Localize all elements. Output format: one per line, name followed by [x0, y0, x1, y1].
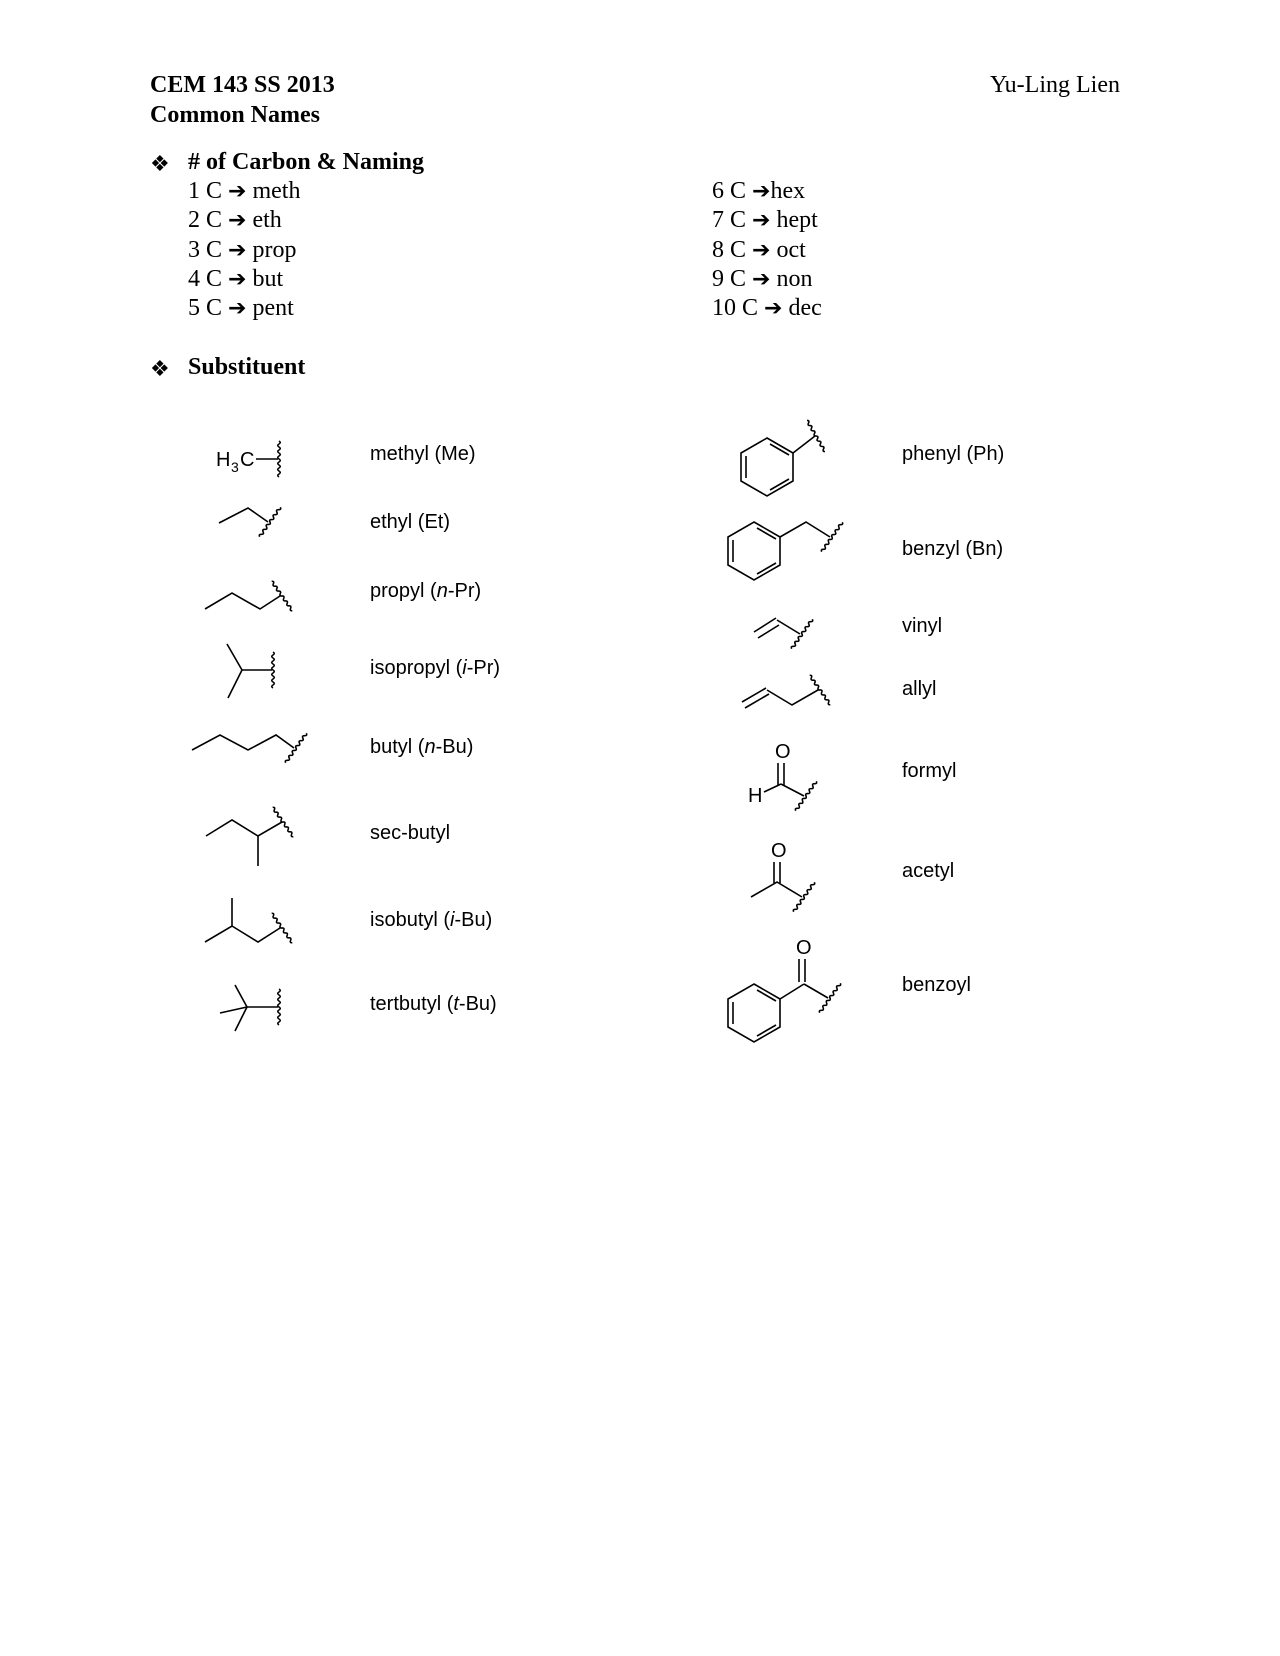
carbon-prefix: prop [252, 237, 297, 263]
bond-line [192, 735, 294, 750]
substituent-label-isobutyl: isobutyl (i-Bu) [370, 909, 493, 931]
bond-line [227, 644, 242, 698]
substituent-label-acetyl: acetyl [902, 860, 955, 882]
wavy-bond-icon [795, 781, 818, 812]
wavy-bond-icon [278, 441, 281, 477]
wavy-bond-icon [791, 619, 814, 650]
substituent-label-propyl: propyl (n-Pr) [370, 580, 482, 602]
butyl-structure [192, 733, 307, 764]
bond-line [205, 926, 280, 942]
bond-line [777, 620, 800, 634]
formyl-structure [748, 741, 817, 811]
carbon-count: 2 C [188, 207, 223, 233]
diamond-bullet-icon: ❖ [150, 151, 170, 176]
substituent-label-vinyl: vinyl [902, 615, 943, 637]
carbon-prefix: oct [776, 237, 806, 263]
carbon-prefix: meth [252, 178, 301, 204]
wavy-bond-icon [285, 733, 308, 764]
bond-line [235, 1007, 247, 1031]
benzyl-structure [728, 522, 843, 580]
substituent-label-phenyl: phenyl (Ph) [902, 443, 1005, 465]
bond-line [780, 984, 804, 999]
carbon-prefix: hept [776, 207, 818, 233]
propyl-structure [205, 581, 293, 612]
substituent-section-title: Substituent [188, 354, 306, 380]
carbon-count: 4 C [188, 266, 223, 292]
bond-line [206, 820, 282, 836]
wavy-bond-icon [278, 989, 281, 1025]
atom-label-oxygen: O [771, 840, 787, 862]
acetyl-structure [751, 840, 815, 912]
vinyl-structure [754, 618, 813, 649]
bond-line [235, 985, 247, 1007]
bond-line [754, 618, 776, 632]
atom-label-oxygen: O [796, 937, 812, 959]
substituent-label-formyl: formyl [902, 760, 957, 782]
wavy-bond-icon [272, 652, 275, 688]
carbon-count: 10 C [712, 295, 759, 321]
benzene-ring [741, 438, 793, 496]
tertbutyl-structure [220, 985, 280, 1031]
author-name: Yu-Ling Lien [990, 72, 1120, 98]
arrow-right-icon: ➔ [228, 296, 247, 321]
wavy-bond-icon [809, 675, 832, 706]
carbon-prefix: dec [788, 295, 822, 321]
atom-label-subscript: 3 [231, 459, 239, 475]
substituent-label-methyl: methyl (Me) [370, 443, 476, 465]
substituent-label-sec-butyl: sec-butyl [370, 822, 451, 844]
substituent-label-isopropyl: isopropyl (i-Pr) [370, 657, 501, 679]
carbon-count: 3 C [188, 237, 223, 263]
methyl-structure [216, 441, 280, 477]
carbon-prefix: pent [252, 295, 294, 321]
benzoyl-structure [728, 937, 841, 1042]
carbon-count: 6 C [712, 178, 747, 204]
wavy-bond-icon [272, 807, 295, 838]
wavy-bond-icon [259, 507, 282, 538]
benzene-ring [728, 522, 780, 580]
carbon-prefix: but [252, 266, 284, 292]
carbon-count: 9 C [712, 266, 747, 292]
wavy-bond-icon [806, 420, 826, 452]
arrow-right-icon: ➔ [752, 267, 771, 292]
benzene-ring [728, 984, 780, 1042]
allyl-structure [742, 675, 831, 708]
carbon-count: 5 C [188, 295, 223, 321]
double-bond-line [745, 694, 769, 708]
bond-line [781, 784, 804, 796]
carbon-count: 8 C [712, 237, 747, 263]
substituent-label-benzyl: benzyl (Bn) [902, 538, 1004, 560]
bond-line [793, 436, 815, 453]
carbon-prefix: eth [252, 207, 282, 233]
bond-line [219, 508, 268, 523]
diamond-bullet-icon: ❖ [150, 356, 170, 381]
arrow-right-icon: ➔ [228, 267, 247, 292]
wavy-bond-icon [271, 913, 294, 944]
isobutyl-structure [205, 898, 293, 943]
substituent-label-benzoyl: benzoyl [902, 974, 971, 996]
bond-line [220, 1007, 247, 1013]
bond-line [742, 688, 766, 702]
carbon-prefix: hex [770, 178, 806, 204]
atom-label-hydrogen: H [748, 785, 763, 807]
wavy-bond-icon [819, 983, 842, 1014]
carbon-prefix: non [776, 266, 813, 292]
document-subtitle: Common Names [150, 102, 320, 128]
course-title: CEM 143 SS 2013 [150, 72, 335, 98]
bond-line [804, 984, 828, 998]
bond-line [764, 784, 781, 792]
carbon-section-title: # of Carbon & Naming [188, 149, 425, 175]
isopropyl-structure [227, 644, 274, 698]
atom-label-c: C [240, 449, 255, 471]
ethyl-structure [219, 507, 281, 538]
substituent-label-ethyl: ethyl (Et) [370, 511, 451, 533]
atom-label-oxygen: O [775, 741, 791, 763]
substituent-label-allyl: allyl [902, 678, 937, 700]
bond-line [780, 522, 830, 537]
bond-line [751, 882, 802, 897]
arrow-right-icon: ➔ [752, 179, 771, 204]
wavy-bond-icon [793, 882, 816, 913]
bond-line [205, 593, 280, 609]
arrow-right-icon: ➔ [228, 238, 247, 263]
phenyl-structure [741, 420, 826, 496]
wavy-bond-icon [821, 522, 844, 553]
wavy-bond-icon [271, 581, 294, 612]
bond-line [767, 690, 818, 705]
arrow-right-icon: ➔ [228, 208, 247, 233]
sec-butyl-structure [206, 807, 294, 866]
arrow-right-icon: ➔ [228, 179, 247, 204]
substituent-label-butyl: butyl (n-Bu) [370, 736, 474, 758]
carbon-count: 1 C [188, 178, 223, 204]
substituent-label-tertbutyl: tertbutyl (t-Bu) [370, 993, 497, 1015]
arrow-right-icon: ➔ [752, 238, 771, 263]
arrow-right-icon: ➔ [764, 296, 783, 321]
atom-label-h: H [216, 449, 231, 471]
carbon-count: 7 C [712, 207, 747, 233]
arrow-right-icon: ➔ [752, 208, 771, 233]
